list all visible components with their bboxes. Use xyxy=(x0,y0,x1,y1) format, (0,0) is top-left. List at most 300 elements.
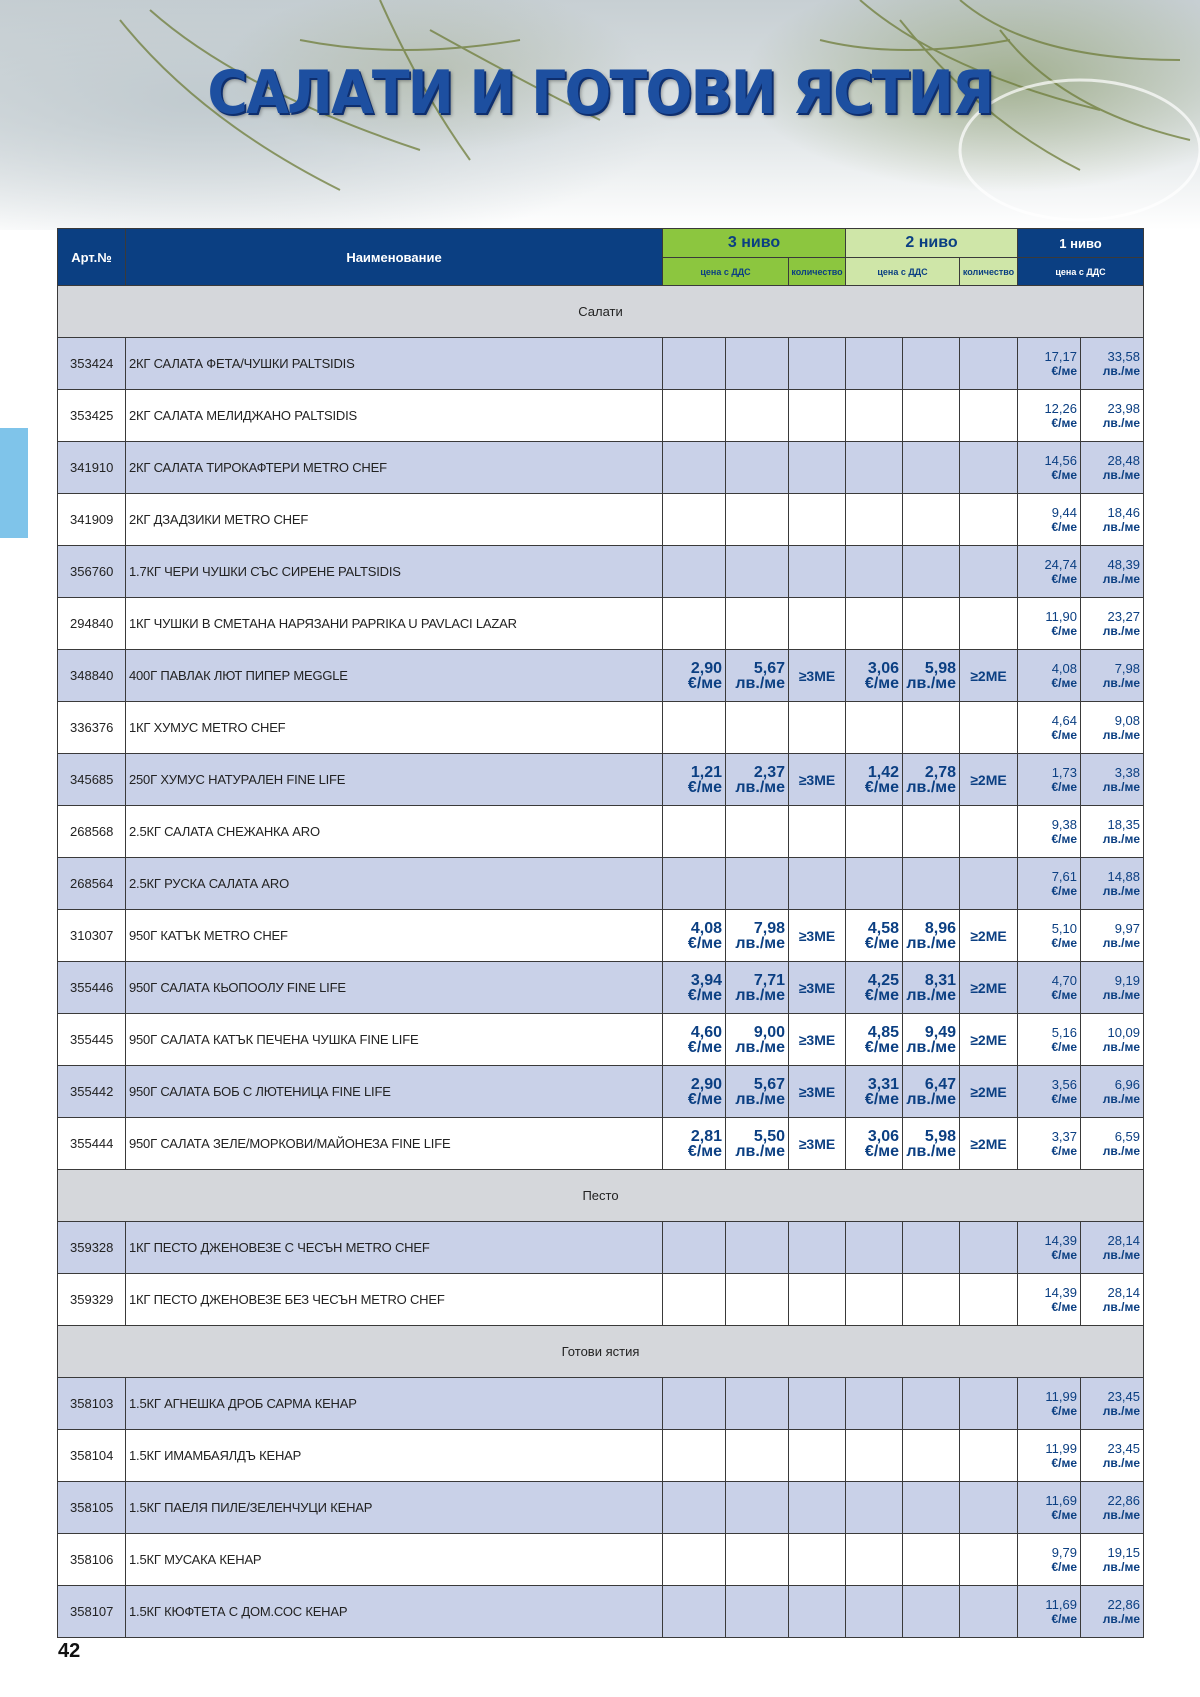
product-name: 1КГ ХУМУС METRO CHEF xyxy=(126,702,663,754)
level-1-price-lev xyxy=(1081,1482,1144,1534)
level-2-quantity: ≥2МЕ xyxy=(960,754,1018,806)
price-unit: €/ме xyxy=(1051,467,1077,482)
empty-cell xyxy=(960,858,1018,910)
price-unit: €/ме xyxy=(1051,1299,1077,1314)
price-unit: лв./ме xyxy=(1102,1455,1141,1470)
price-value: 7,98 xyxy=(1114,660,1141,676)
level-1-price-lev xyxy=(1081,1430,1144,1482)
empty-cell xyxy=(960,1274,1018,1326)
table-row xyxy=(58,1378,1144,1430)
header-level-1: 1 ниво xyxy=(1018,229,1144,258)
price-value: 12,26 xyxy=(1044,400,1077,416)
empty-cell xyxy=(726,494,789,546)
empty-cell xyxy=(960,1482,1018,1534)
empty-cell xyxy=(663,1274,726,1326)
table-row xyxy=(58,1586,1144,1638)
level-1-price-lev xyxy=(1081,390,1144,442)
product-name: 950Г САЛАТА ЗЕЛЕ/МОРКОВИ/МАЙОНЕЗА FINE LIFE xyxy=(126,1118,663,1170)
empty-cell xyxy=(726,1534,789,1586)
header-level-1-price: цена с ДДС xyxy=(1018,258,1144,286)
price-unit: лв./ме xyxy=(1102,987,1141,1002)
level-3-quantity: ≥3МЕ xyxy=(789,910,846,962)
article-number: 336376 xyxy=(58,702,126,754)
price-unit: лв./ме xyxy=(735,674,785,692)
price-value: 14,39 xyxy=(1044,1232,1077,1248)
empty-cell xyxy=(663,702,726,754)
price-unit: €/ме xyxy=(864,1090,899,1108)
level-1-price-eur xyxy=(1018,650,1081,702)
price-value: 8,96 xyxy=(924,919,956,937)
section-title: Салати xyxy=(58,286,1144,338)
product-name: 1КГ ПЕСТО ДЖЕНОВЕЗЕ БЕЗ ЧЕСЪН METRO CHEF xyxy=(126,1274,663,1326)
price-value: 7,61 xyxy=(1051,868,1077,884)
empty-cell xyxy=(663,1430,726,1482)
price-unit: €/ме xyxy=(1051,623,1077,638)
price-value: 9,08 xyxy=(1114,712,1141,728)
empty-cell xyxy=(789,1222,846,1274)
price-value: 24,74 xyxy=(1044,556,1077,572)
price-value: 6,59 xyxy=(1114,1128,1141,1144)
price-value: 3,06 xyxy=(867,659,899,677)
table-row xyxy=(58,1066,1144,1118)
price-unit: лв./ме xyxy=(735,986,785,1004)
price-unit: лв./ме xyxy=(1102,883,1141,898)
table-row xyxy=(58,390,1144,442)
price-unit: €/ме xyxy=(1051,1247,1077,1262)
empty-cell xyxy=(960,546,1018,598)
article-number: 294840 xyxy=(58,598,126,650)
price-unit: €/ме xyxy=(1051,727,1077,742)
level-1-price-lev xyxy=(1081,1586,1144,1638)
level-1-price-lev xyxy=(1081,494,1144,546)
price-value: 48,39 xyxy=(1107,556,1141,572)
level-1-price-lev xyxy=(1081,546,1144,598)
level-1-price-lev xyxy=(1081,1534,1144,1586)
header-photo xyxy=(0,0,1200,230)
empty-cell xyxy=(789,546,846,598)
price-unit: €/ме xyxy=(1051,1507,1077,1522)
empty-cell xyxy=(846,442,903,494)
empty-cell xyxy=(789,338,846,390)
price-unit: лв./ме xyxy=(1102,1143,1141,1158)
level-2-quantity: ≥2МЕ xyxy=(960,962,1018,1014)
price-unit: лв./ме xyxy=(906,934,956,952)
level-1-price-eur xyxy=(1018,338,1081,390)
price-value: 5,67 xyxy=(753,1075,785,1093)
price-value: 5,10 xyxy=(1051,920,1077,936)
empty-cell xyxy=(903,338,960,390)
price-unit: лв./ме xyxy=(1102,1299,1141,1314)
level-1-price-lev xyxy=(1081,1066,1144,1118)
empty-cell xyxy=(789,1274,846,1326)
price-unit: лв./ме xyxy=(1102,1247,1141,1262)
level-1-price-eur xyxy=(1018,442,1081,494)
price-unit: лв./ме xyxy=(1102,415,1141,430)
product-name: 400Г ПАВЛАК ЛЮТ ПИПЕР MEGGLE xyxy=(126,650,663,702)
level-2-price-lev xyxy=(903,962,960,1014)
level-1-price-eur xyxy=(1018,910,1081,962)
price-value: 9,00 xyxy=(753,1023,785,1041)
level-1-price-eur xyxy=(1018,598,1081,650)
article-number: 341910 xyxy=(58,442,126,494)
product-name: 1.5КГ ИМАМБАЯЛДЪ КЕНАР xyxy=(126,1430,663,1482)
price-value: 9,38 xyxy=(1051,816,1077,832)
level-1-price-eur xyxy=(1018,1378,1081,1430)
level-2-quantity: ≥2МЕ xyxy=(960,910,1018,962)
price-value: 9,79 xyxy=(1051,1544,1077,1560)
price-value: 4,60 xyxy=(690,1023,722,1041)
empty-cell xyxy=(846,598,903,650)
article-number: 355446 xyxy=(58,962,126,1014)
price-value: 9,97 xyxy=(1114,920,1141,936)
table-row xyxy=(58,1534,1144,1586)
empty-cell xyxy=(726,598,789,650)
price-unit: лв./ме xyxy=(1102,779,1141,794)
price-value: 9,44 xyxy=(1051,504,1077,520)
price-unit: €/ме xyxy=(1051,519,1077,534)
table-row xyxy=(58,1014,1144,1066)
empty-cell xyxy=(903,1586,960,1638)
level-3-quantity: ≥3МЕ xyxy=(789,1118,846,1170)
price-value: 2,90 xyxy=(690,1075,722,1093)
level-1-price-eur xyxy=(1018,1222,1081,1274)
article-number: 341909 xyxy=(58,494,126,546)
level-1-price-eur xyxy=(1018,1586,1081,1638)
empty-cell xyxy=(726,1378,789,1430)
level-2-price-eur xyxy=(846,1014,903,1066)
price-value: 23,45 xyxy=(1107,1440,1141,1456)
empty-cell xyxy=(903,546,960,598)
price-value: 2,90 xyxy=(690,659,722,677)
price-value: 4,25 xyxy=(867,971,899,989)
price-value: 4,08 xyxy=(690,919,722,937)
price-value: 3,56 xyxy=(1051,1076,1077,1092)
level-3-price-eur xyxy=(663,1066,726,1118)
level-3-price-eur xyxy=(663,650,726,702)
product-name: 950Г САЛАТА КЬОПООЛУ FINE LIFE xyxy=(126,962,663,1014)
price-value: 3,06 xyxy=(867,1127,899,1145)
table-row xyxy=(58,598,1144,650)
level-1-price-lev xyxy=(1081,1118,1144,1170)
level-1-price-lev xyxy=(1081,702,1144,754)
product-name: 2.5КГ РУСКА САЛАТА ARO xyxy=(126,858,663,910)
article-number: 353425 xyxy=(58,390,126,442)
product-name: 2КГ ДЗАДЗИКИ METRO CHEF xyxy=(126,494,663,546)
level-1-price-lev xyxy=(1081,1274,1144,1326)
level-1-price-lev xyxy=(1081,1014,1144,1066)
empty-cell xyxy=(789,494,846,546)
price-unit: €/ме xyxy=(1051,363,1077,378)
level-1-price-lev xyxy=(1081,858,1144,910)
product-name: 2КГ САЛАТА ТИРОКАФТЕРИ METRO CHEF xyxy=(126,442,663,494)
product-name: 1.5КГ ПАЕЛЯ ПИЛЕ/ЗЕЛЕНЧУЦИ КЕНАР xyxy=(126,1482,663,1534)
price-value: 14,39 xyxy=(1044,1284,1077,1300)
empty-cell xyxy=(726,1586,789,1638)
price-value: 3,94 xyxy=(690,971,722,989)
level-1-price-lev xyxy=(1081,1222,1144,1274)
product-name: 1КГ ПЕСТО ДЖЕНОВЕЗЕ С ЧЕСЪН METRO CHEF xyxy=(126,1222,663,1274)
table-row xyxy=(58,546,1144,598)
empty-cell xyxy=(789,598,846,650)
empty-cell xyxy=(846,1222,903,1274)
price-value: 17,17 xyxy=(1044,348,1077,364)
empty-cell xyxy=(960,1430,1018,1482)
article-number: 355444 xyxy=(58,1118,126,1170)
level-3-quantity: ≥3МЕ xyxy=(789,962,846,1014)
empty-cell xyxy=(789,702,846,754)
table-row xyxy=(58,962,1144,1014)
level-1-price-eur xyxy=(1018,546,1081,598)
level-2-price-eur xyxy=(846,1066,903,1118)
product-name: 2.5КГ САЛАТА СНЕЖАНКА ARO xyxy=(126,806,663,858)
level-3-price-eur xyxy=(663,962,726,1014)
header-name: Наименование xyxy=(126,229,663,286)
article-number: 358105 xyxy=(58,1482,126,1534)
empty-cell xyxy=(960,702,1018,754)
price-unit: €/ме xyxy=(1051,1039,1077,1054)
price-value: 7,71 xyxy=(753,971,785,989)
empty-cell xyxy=(789,1430,846,1482)
empty-cell xyxy=(663,598,726,650)
price-unit: €/ме xyxy=(1051,415,1077,430)
product-name: 2КГ САЛАТА МЕЛИДЖАНО PALTSIDIS xyxy=(126,390,663,442)
price-unit: лв./ме xyxy=(735,778,785,796)
price-unit: лв./ме xyxy=(1102,831,1141,846)
price-unit: лв./ме xyxy=(1102,935,1141,950)
price-value: 8,31 xyxy=(924,971,956,989)
price-unit: лв./ме xyxy=(1102,675,1141,690)
price-unit: лв./ме xyxy=(1102,571,1141,586)
level-2-price-lev xyxy=(903,910,960,962)
empty-cell xyxy=(789,1378,846,1430)
price-unit: €/ме xyxy=(1051,1143,1077,1158)
level-2-price-lev xyxy=(903,1014,960,1066)
empty-cell xyxy=(903,494,960,546)
price-value: 4,64 xyxy=(1051,712,1077,728)
level-3-price-eur xyxy=(663,1014,726,1066)
article-number: 358104 xyxy=(58,1430,126,1482)
price-value: 5,98 xyxy=(924,659,956,677)
empty-cell xyxy=(960,1378,1018,1430)
level-1-price-lev xyxy=(1081,910,1144,962)
price-value: 22,86 xyxy=(1107,1492,1141,1508)
price-value: 3,38 xyxy=(1114,764,1141,780)
section-row xyxy=(58,286,1144,338)
price-unit: лв./ме xyxy=(1102,467,1141,482)
level-2-price-eur xyxy=(846,910,903,962)
price-value: 18,46 xyxy=(1107,504,1141,520)
empty-cell xyxy=(726,1222,789,1274)
empty-cell xyxy=(789,806,846,858)
price-unit: лв./ме xyxy=(1102,1559,1141,1574)
price-unit: €/ме xyxy=(687,778,722,796)
price-value: 22,86 xyxy=(1107,1596,1141,1612)
price-value: 18,35 xyxy=(1107,816,1141,832)
table-row xyxy=(58,858,1144,910)
price-unit: €/ме xyxy=(687,1142,722,1160)
level-3-quantity: ≥3МЕ xyxy=(789,1014,846,1066)
header-level-2: 2 ниво xyxy=(846,229,1018,258)
product-name: 1.7КГ ЧЕРИ ЧУШКИ СЪС СИРЕНЕ PALTSIDIS xyxy=(126,546,663,598)
header-level-3: 3 ниво xyxy=(663,229,846,258)
empty-cell xyxy=(789,442,846,494)
level-1-price-lev xyxy=(1081,598,1144,650)
price-value: 1,21 xyxy=(690,763,722,781)
price-value: 3,31 xyxy=(867,1075,899,1093)
price-unit: лв./ме xyxy=(906,986,956,1004)
price-value: 1,42 xyxy=(867,763,899,781)
price-unit: €/ме xyxy=(1051,1455,1077,1470)
level-1-price-lev xyxy=(1081,806,1144,858)
empty-cell xyxy=(846,858,903,910)
side-tab-marker xyxy=(0,428,28,538)
price-unit: лв./ме xyxy=(1102,519,1141,534)
level-1-price-eur xyxy=(1018,1274,1081,1326)
price-unit: €/ме xyxy=(1051,1091,1077,1106)
price-unit: €/ме xyxy=(1051,883,1077,898)
product-name: 1.5КГ АГНЕШКА ДРОБ САРМА КЕНАР xyxy=(126,1378,663,1430)
product-name: 950Г КАТЪК METRO CHEF xyxy=(126,910,663,962)
price-value: 6,47 xyxy=(924,1075,956,1093)
empty-cell xyxy=(663,1378,726,1430)
empty-cell xyxy=(846,494,903,546)
price-unit: €/ме xyxy=(1051,1611,1077,1626)
empty-cell xyxy=(663,1586,726,1638)
price-unit: €/ме xyxy=(1051,831,1077,846)
price-unit: лв./ме xyxy=(735,1090,785,1108)
price-unit: €/ме xyxy=(1051,571,1077,586)
price-unit: лв./ме xyxy=(906,1038,956,1056)
table-row xyxy=(58,442,1144,494)
empty-cell xyxy=(846,338,903,390)
price-unit: €/ме xyxy=(864,1142,899,1160)
empty-cell xyxy=(789,1534,846,1586)
section-title: Готови ястия xyxy=(58,1326,1144,1378)
price-unit: €/ме xyxy=(1051,987,1077,1002)
level-2-price-eur xyxy=(846,1118,903,1170)
price-value: 11,99 xyxy=(1045,1440,1077,1456)
price-value: 5,50 xyxy=(753,1127,785,1145)
level-1-price-eur xyxy=(1018,1118,1081,1170)
empty-cell xyxy=(846,1378,903,1430)
empty-cell xyxy=(726,702,789,754)
price-unit: лв./ме xyxy=(906,1090,956,1108)
price-value: 4,70 xyxy=(1051,972,1077,988)
product-name: 1КГ ЧУШКИ В СМЕТАНА НАРЯЗАНИ PAPRIKA U PAVLACI LAZAR xyxy=(126,598,663,650)
price-unit: €/ме xyxy=(864,778,899,796)
price-value: 28,14 xyxy=(1107,1232,1141,1248)
article-number: 359328 xyxy=(58,1222,126,1274)
level-3-price-eur xyxy=(663,754,726,806)
table-row xyxy=(58,910,1144,962)
empty-cell xyxy=(903,442,960,494)
price-value: 11,99 xyxy=(1045,1388,1077,1404)
empty-cell xyxy=(903,858,960,910)
price-value: 33,58 xyxy=(1107,348,1141,364)
level-3-price-lev xyxy=(726,910,789,962)
level-1-price-eur xyxy=(1018,806,1081,858)
level-2-quantity: ≥2МЕ xyxy=(960,1118,1018,1170)
level-1-price-eur xyxy=(1018,1482,1081,1534)
empty-cell xyxy=(960,338,1018,390)
level-1-price-eur xyxy=(1018,390,1081,442)
empty-cell xyxy=(726,1274,789,1326)
article-number: 358103 xyxy=(58,1378,126,1430)
article-number: 358106 xyxy=(58,1534,126,1586)
product-name: 2КГ САЛАТА ФЕТА/ЧУШКИ PALTSIDIS xyxy=(126,338,663,390)
level-3-price-lev xyxy=(726,962,789,1014)
price-unit: лв./ме xyxy=(1102,1039,1141,1054)
level-1-price-eur xyxy=(1018,1066,1081,1118)
price-unit: лв./ме xyxy=(1102,1611,1141,1626)
empty-cell xyxy=(726,390,789,442)
price-value: 11,90 xyxy=(1045,608,1077,624)
price-value: 7,98 xyxy=(753,919,785,937)
table-row xyxy=(58,338,1144,390)
level-3-price-eur xyxy=(663,1118,726,1170)
empty-cell xyxy=(903,806,960,858)
price-value: 5,98 xyxy=(924,1127,956,1145)
price-unit: лв./ме xyxy=(906,674,956,692)
level-1-price-eur xyxy=(1018,858,1081,910)
table-row xyxy=(58,754,1144,806)
level-3-quantity: ≥3МЕ xyxy=(789,650,846,702)
level-2-price-eur xyxy=(846,754,903,806)
level-2-quantity: ≥2МЕ xyxy=(960,1014,1018,1066)
table-row xyxy=(58,1482,1144,1534)
empty-cell xyxy=(726,1482,789,1534)
empty-cell xyxy=(663,494,726,546)
price-unit: €/ме xyxy=(1051,1559,1077,1574)
price-unit: €/ме xyxy=(1051,1403,1077,1418)
empty-cell xyxy=(903,1274,960,1326)
price-value: 10,09 xyxy=(1107,1024,1141,1040)
price-unit: лв./ме xyxy=(1102,1507,1141,1522)
empty-cell xyxy=(903,1430,960,1482)
empty-cell xyxy=(903,1222,960,1274)
level-1-price-lev xyxy=(1081,962,1144,1014)
header-level-3-quantity: количество xyxy=(789,258,846,286)
price-value: 11,69 xyxy=(1045,1492,1077,1508)
article-number: 355445 xyxy=(58,1014,126,1066)
empty-cell xyxy=(960,442,1018,494)
product-name: 950Г САЛАТА КАТЪК ПЕЧЕНА ЧУШКА FINE LIFE xyxy=(126,1014,663,1066)
article-number: 268564 xyxy=(58,858,126,910)
section-title: Песто xyxy=(58,1170,1144,1222)
empty-cell xyxy=(846,390,903,442)
price-unit: €/ме xyxy=(687,1090,722,1108)
level-2-price-eur xyxy=(846,962,903,1014)
article-number: 356760 xyxy=(58,546,126,598)
price-value: 19,15 xyxy=(1107,1544,1141,1560)
price-value: 23,45 xyxy=(1107,1388,1141,1404)
table-row xyxy=(58,702,1144,754)
level-1-price-lev xyxy=(1081,338,1144,390)
level-1-price-eur xyxy=(1018,702,1081,754)
empty-cell xyxy=(663,858,726,910)
empty-cell xyxy=(663,1222,726,1274)
empty-cell xyxy=(903,390,960,442)
level-1-price-eur xyxy=(1018,1534,1081,1586)
empty-cell xyxy=(846,806,903,858)
empty-cell xyxy=(663,390,726,442)
price-table-body xyxy=(58,286,1144,1638)
level-1-price-lev xyxy=(1081,442,1144,494)
empty-cell xyxy=(789,1586,846,1638)
table-row xyxy=(58,494,1144,546)
article-number: 268568 xyxy=(58,806,126,858)
price-unit: лв./ме xyxy=(906,778,956,796)
